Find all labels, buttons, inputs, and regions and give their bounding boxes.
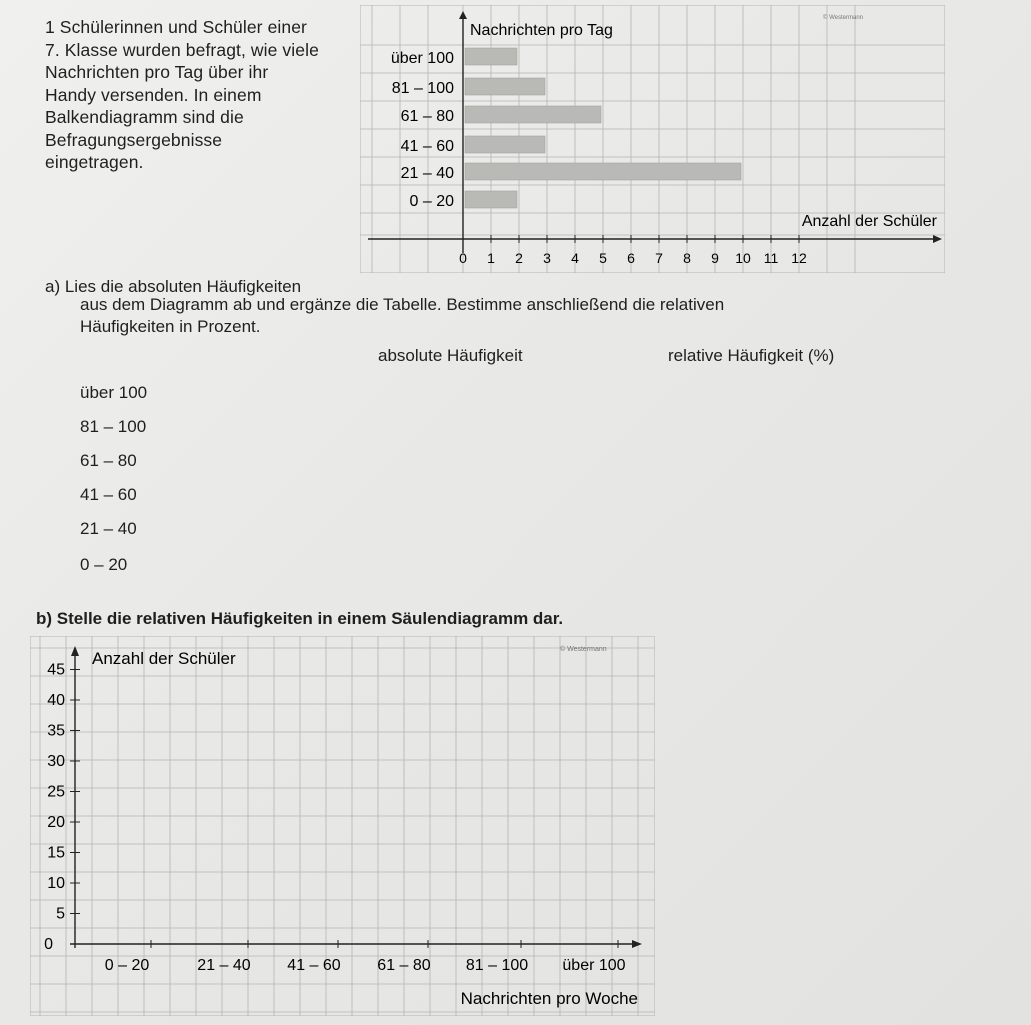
x-tick-label: 11 [763, 250, 779, 266]
y-tick-label: 15 [47, 844, 65, 862]
y-tick-label: 5 [56, 905, 65, 923]
x-tick-label: 12 [791, 250, 807, 266]
table-row-label: 0 – 20 [80, 555, 128, 574]
x-tick-label: 61 – 80 [377, 957, 431, 974]
x-tick-label: 8 [683, 250, 691, 266]
y-axis-arrow [71, 646, 79, 656]
table-row-label: 81 – 100 [80, 417, 147, 436]
copyright-note: © Westermann [560, 646, 607, 653]
intro-line: Handy versenden. In einem [45, 84, 262, 105]
category-label: über 100 [390, 50, 454, 67]
column-header-relative: relative Häufigkeit (%) [668, 346, 835, 365]
x-tick-label: 21 – 40 [197, 957, 251, 974]
relative-frequency-column-chart [30, 636, 655, 1016]
intro-line: 1 Schülerinnen und Schüler einer [45, 17, 307, 37]
intro-line: Balkendiagramm sind die [45, 107, 244, 127]
x-tick-label: über 100 [562, 957, 626, 974]
copyright-note: © Westermann [823, 15, 863, 21]
task-b-label: b) Stelle die relativen Häufigkeiten in einem Säulendiagramm dar. [36, 609, 564, 628]
intro-line: eingetragen. [45, 152, 144, 172]
table-row-label: 61 – 80 [80, 451, 137, 470]
task-intro [45, 16, 350, 174]
x-tick-label: 0 [459, 250, 467, 266]
x-tick-label: 10 [735, 250, 751, 266]
category-label: 41 – 60 [400, 138, 454, 155]
bar [465, 106, 601, 123]
task-a-line: Häufigkeiten in Prozent. [80, 317, 261, 336]
bar [465, 191, 517, 208]
intro-line: Nachrichten pro Tag über ihr [45, 62, 269, 82]
y-tick-label: 20 [47, 814, 65, 831]
table-row-label: 41 – 60 [80, 485, 137, 504]
y-tick-label: 0 [44, 936, 53, 953]
y-tick-label: 30 [47, 753, 65, 770]
category-label: 0 – 20 [409, 193, 454, 210]
category-label: 21 – 40 [400, 165, 454, 182]
x-axis-label: Nachrichten pro Woche [460, 989, 638, 1008]
category-label: 61 – 80 [400, 108, 454, 125]
x-tick-label: 0 – 20 [104, 957, 150, 974]
y-tick-label: 35 [47, 722, 65, 740]
bar [465, 78, 545, 95]
x-tick-label: 81 – 100 [465, 957, 529, 974]
intro-line: Befragungsergebnisse [45, 129, 223, 150]
x-tick-label: 41 – 60 [287, 957, 341, 974]
x-tick-label: 3 [543, 250, 551, 266]
y-axis-arrow [459, 11, 467, 19]
y-tick-label: 10 [47, 875, 65, 892]
bar [465, 163, 741, 180]
x-tick-label: 5 [599, 250, 607, 266]
y-axis-label: Anzahl der Schüler [92, 649, 236, 668]
category-label: 81 – 100 [391, 80, 454, 97]
x-tick-label: 6 [627, 250, 635, 266]
bar [465, 136, 545, 153]
x-tick-label: 4 [571, 250, 579, 266]
task-a-instructions [80, 294, 880, 338]
x-tick-label: 7 [655, 250, 663, 266]
table-row-label: 21 – 40 [80, 519, 137, 538]
task-a-line: aus dem Diagramm ab und ergänze die Tabelle. Bestimme anschließend die relativen [80, 295, 725, 314]
y-tick-label: 25 [47, 783, 65, 801]
bar [465, 48, 517, 65]
task-a-label: a) Lies die absoluten Häufigkeiten [45, 277, 302, 296]
messages-bar-chart [360, 5, 945, 273]
x-axis-arrow [933, 235, 942, 243]
chart-title: Nachrichten pro Tag [470, 22, 613, 39]
column-header-absolute: absolute Häufigkeit [378, 346, 523, 365]
x-tick-label: 2 [515, 250, 523, 266]
y-tick-label: 45 [47, 661, 65, 679]
x-tick-label: 9 [711, 250, 719, 266]
x-tick-label: 1 [487, 250, 495, 266]
table-row-label: über 100 [80, 383, 148, 402]
y-tick-label: 40 [47, 692, 65, 709]
x-axis-arrow [632, 940, 642, 948]
x-axis-label: Anzahl der Schüler [801, 213, 937, 230]
intro-line: 7. Klasse wurden befragt, wie viele [45, 39, 319, 60]
